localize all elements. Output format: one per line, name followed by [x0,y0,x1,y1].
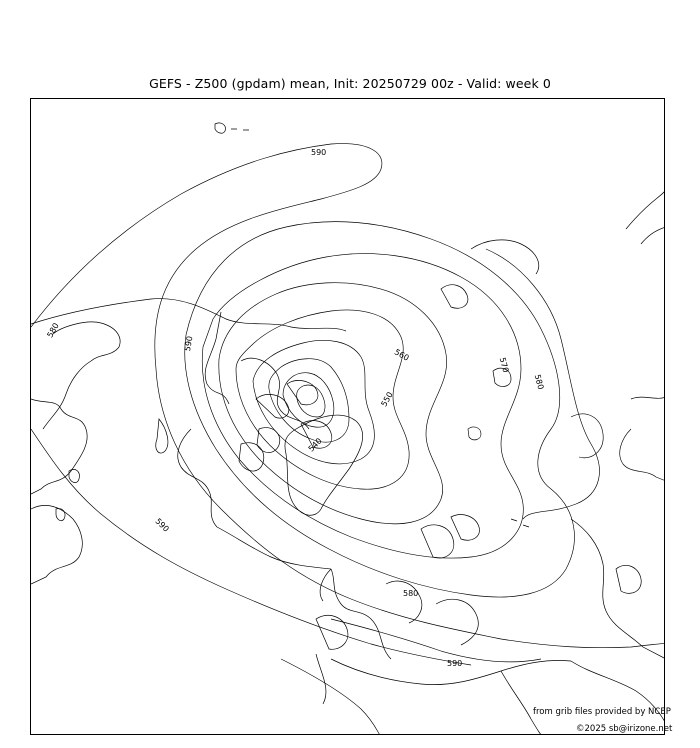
copyright-credit: ©2025 sb@irizone.net [576,724,673,734]
contour-label: 580 [45,321,61,340]
map-panel [30,98,665,735]
contours [31,144,665,735]
contour-label: 590 [311,148,327,157]
map-canvas [31,99,665,735]
contour-label: 540 [306,436,324,454]
contour-labels [45,148,545,668]
contour-label: 580 [532,373,546,391]
contour-label: 560 [392,347,411,363]
contour-label: 590 [153,516,171,534]
contour-label: 550 [379,390,395,409]
data-source-credit: from grib files provided by NCEP [533,707,671,717]
map-title: GEFS - Z500 (gpdam) mean, Init: 20250729 00z - Valid: week 0 [149,76,551,91]
coastlines [31,123,665,735]
contour-label: 590 [447,659,463,668]
contour-label: 570 [497,356,511,374]
contour-label: 590 [183,335,195,352]
contour-label: 580 [403,589,419,598]
